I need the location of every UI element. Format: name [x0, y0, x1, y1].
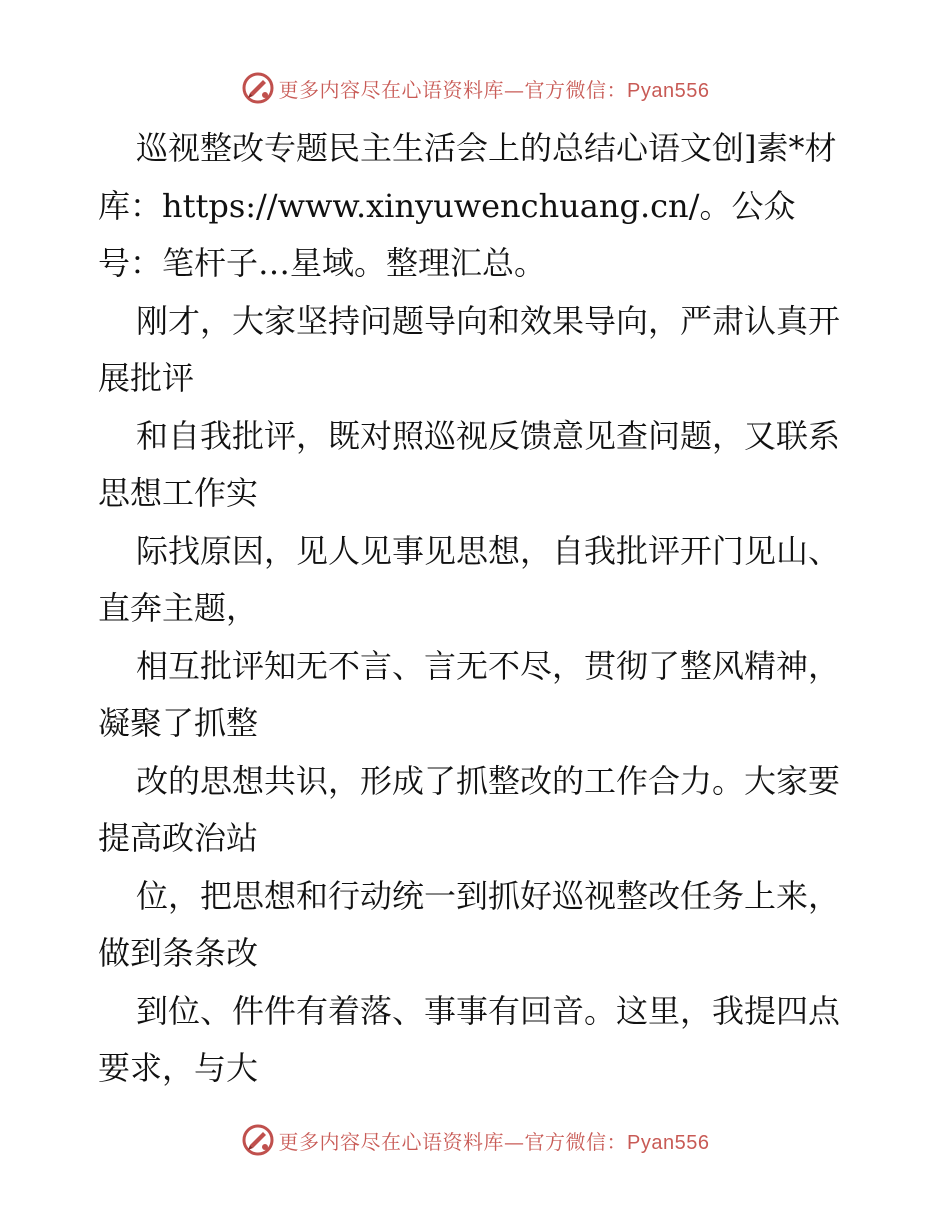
paragraph: 到位、件件有着落、事事有回音。这里，我提四点要求，与大 — [98, 991, 841, 1087]
footer-banner — [0, 1120, 950, 1160]
logo-icon — [241, 71, 275, 105]
paragraph: 际找原因，见人见事见思想，自我批评开门见山、直奔主题， — [98, 531, 841, 627]
paragraph: 巡视整改专题民主生活会上的总结心语文创]素*材库：https://www.xinyuwenchuang.cn/。公众号：笔杆子…星域。整理汇总。 — [98, 129, 837, 282]
document-body — [98, 120, 858, 1098]
paragraph: 位，把思想和行动统一到抓好巡视整改任务上来，做到条条改 — [98, 876, 841, 972]
banner-text: 更多内容尽在心语资料库—官方微信：Pyan556 — [278, 77, 710, 102]
banner-text: 更多内容尽在心语资料库—官方微信：Pyan556 — [278, 1129, 710, 1154]
header-banner — [0, 68, 950, 108]
paragraph: 和自我批评，既对照巡视反馈意见查问题，又联系思想工作实 — [98, 416, 841, 512]
paragraph: 相互批评知无不言、言无不尽，贯彻了整风精神，凝聚了抓整 — [98, 646, 841, 742]
paragraph: 改的思想共识，形成了抓整改的工作合力。大家要提高政治站 — [98, 761, 841, 857]
logo-icon — [241, 1123, 275, 1157]
paragraph: 刚才，大家坚持问题导向和效果导向，严肃认真开展批评 — [98, 301, 841, 397]
